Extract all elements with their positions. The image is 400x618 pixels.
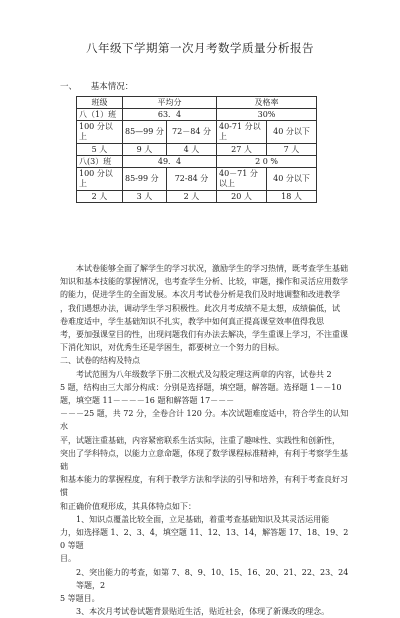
text-line: 平，试题注重基础，内容紧密联系生活实际，注重了趣味性、实践性和创新性， <box>60 435 340 445</box>
text-line: 的能力，促进学生的全面发展。本次月考试卷分析是我们及时地调整和改进教学 <box>60 290 340 300</box>
table-cell: 2 0 % <box>217 156 317 168</box>
table-cell: 85—99 分 <box>123 121 167 144</box>
table-cell: 40－71 分以上 <box>217 168 267 191</box>
table-row <box>77 156 317 168</box>
text-line: 考，要加强课堂目的性，出现问题我们有办法去解决，学生重课上学习，不注重课 <box>60 330 348 340</box>
table-cell: 40 分以下 <box>267 121 317 144</box>
section-basic-info <box>60 80 133 92</box>
table-cell: 平均分 <box>123 97 217 109</box>
table-cell: 100 分以上 <box>77 168 123 191</box>
table-cell: 100 分以上 <box>77 121 123 144</box>
table-cell: 3 人 <box>123 191 167 203</box>
table-cell: 27 人 <box>217 144 267 156</box>
text-line: 题，填空题 11－－－－16 题和解答题 17－－－ <box>60 396 235 406</box>
table-row <box>77 121 317 144</box>
text-line: 5 等题目。 <box>60 594 100 604</box>
body-text <box>60 262 350 618</box>
table-cell: 18 人 <box>267 191 317 203</box>
table-cell: 63．4 <box>123 109 217 121</box>
text-line: －－－25 题，共 72 分，全卷合计 120 分。本次试题难度适中，符合学生的认知水 <box>60 409 349 432</box>
table-cell: 班级 <box>77 97 123 109</box>
text-line: 下消化知识，对优秀生还是学困生，都要树立一个努力的目标。 <box>60 343 284 353</box>
section-heading: 二、试卷的结构及特点 <box>60 356 140 366</box>
text-line: 考试范围为八年级数学下册二次根式及勾股定理这两章的内容，试卷共 2 <box>76 369 332 379</box>
table-cell: 及格率 <box>217 97 317 109</box>
text-line: 力，如选择题 1、2、3、4，填空题 11、12、13、14，解答题 17、18、19、20 等题 <box>60 528 349 551</box>
table-cell: 20 人 <box>217 191 267 203</box>
table-row <box>77 144 317 156</box>
text-line: 目。 <box>60 554 76 564</box>
table-cell: 2 人 <box>77 191 123 203</box>
text-line: 2、突出能力的考查，如第 7、8、9、10、15、16、20、21、22、23、24 等题，2 <box>76 567 349 590</box>
table-cell: 40 分以下 <box>267 168 317 191</box>
text-line: 知识和基本技能的掌握情况，也考查学生分析、比较，审题，操作和灵活应用数学 <box>60 277 348 287</box>
table-cell: 72-84 分 <box>167 168 217 191</box>
table-cell: 72－84 分 <box>167 121 217 144</box>
table-cell: 85-99 分 <box>123 168 167 191</box>
table-cell: 49．4 <box>123 156 217 168</box>
text-line: 3、本次月考试卷试题背景贴近生活，贴近社会，体现了新课改的理念。 <box>76 607 330 617</box>
stats-table <box>76 96 317 203</box>
table-row <box>77 191 317 203</box>
text-line: 本试卷能够全面了解学生的学习状况，激励学生的学习热情，既考查学生基础 <box>76 264 348 273</box>
table-cell: 八(3）班 <box>77 156 123 168</box>
table-row <box>77 109 317 121</box>
section-label: 基本情况： <box>90 82 134 92</box>
table-cell: 八（1）班 <box>77 109 123 121</box>
table-cell: 40-71 分以上 <box>217 121 267 144</box>
report-title: 八年级下学期第一次月考数学质量分析报告 <box>86 41 314 55</box>
table-cell: 4 人 <box>167 144 217 156</box>
text-line: 1、知识点覆盖比较全面，立足基础，着重考查基础知识及其灵活运用能 <box>76 514 330 524</box>
table-cell: 9 人 <box>123 144 167 156</box>
table-cell: 2 人 <box>167 191 217 203</box>
text-line: 和正确价值观形成，其具体特点如下： <box>60 501 196 511</box>
table-row <box>77 97 317 109</box>
text-line: 卷难度适中，学生基础知识不扎实，教学中如何真正提高课堂效率值得我思 <box>60 316 324 326</box>
table-cell: 5 人 <box>77 144 123 156</box>
table-row <box>77 168 317 191</box>
text-line: 5 题，结构由三大部分构成：分别是选择题，填空题，解答题。选择题 1－－10 <box>60 382 342 392</box>
table-cell: 7 人 <box>267 144 317 156</box>
text-line: ，我们遇想办法，调动学生学习积极性。此次月考成绩不是太想，成绩偏低，试 <box>60 303 340 313</box>
section-number: 一、 <box>60 82 78 92</box>
text-line: 突出了学科特点，以能力立意命题，体现了数学课程标准精神，有利于考察学生基础 <box>60 448 348 472</box>
table-cell: 30% <box>217 109 317 121</box>
text-line: 和基本能力的掌握程度，有利于教学方法和学法的引导和培养，有利于考查良好习惯 <box>60 475 348 498</box>
